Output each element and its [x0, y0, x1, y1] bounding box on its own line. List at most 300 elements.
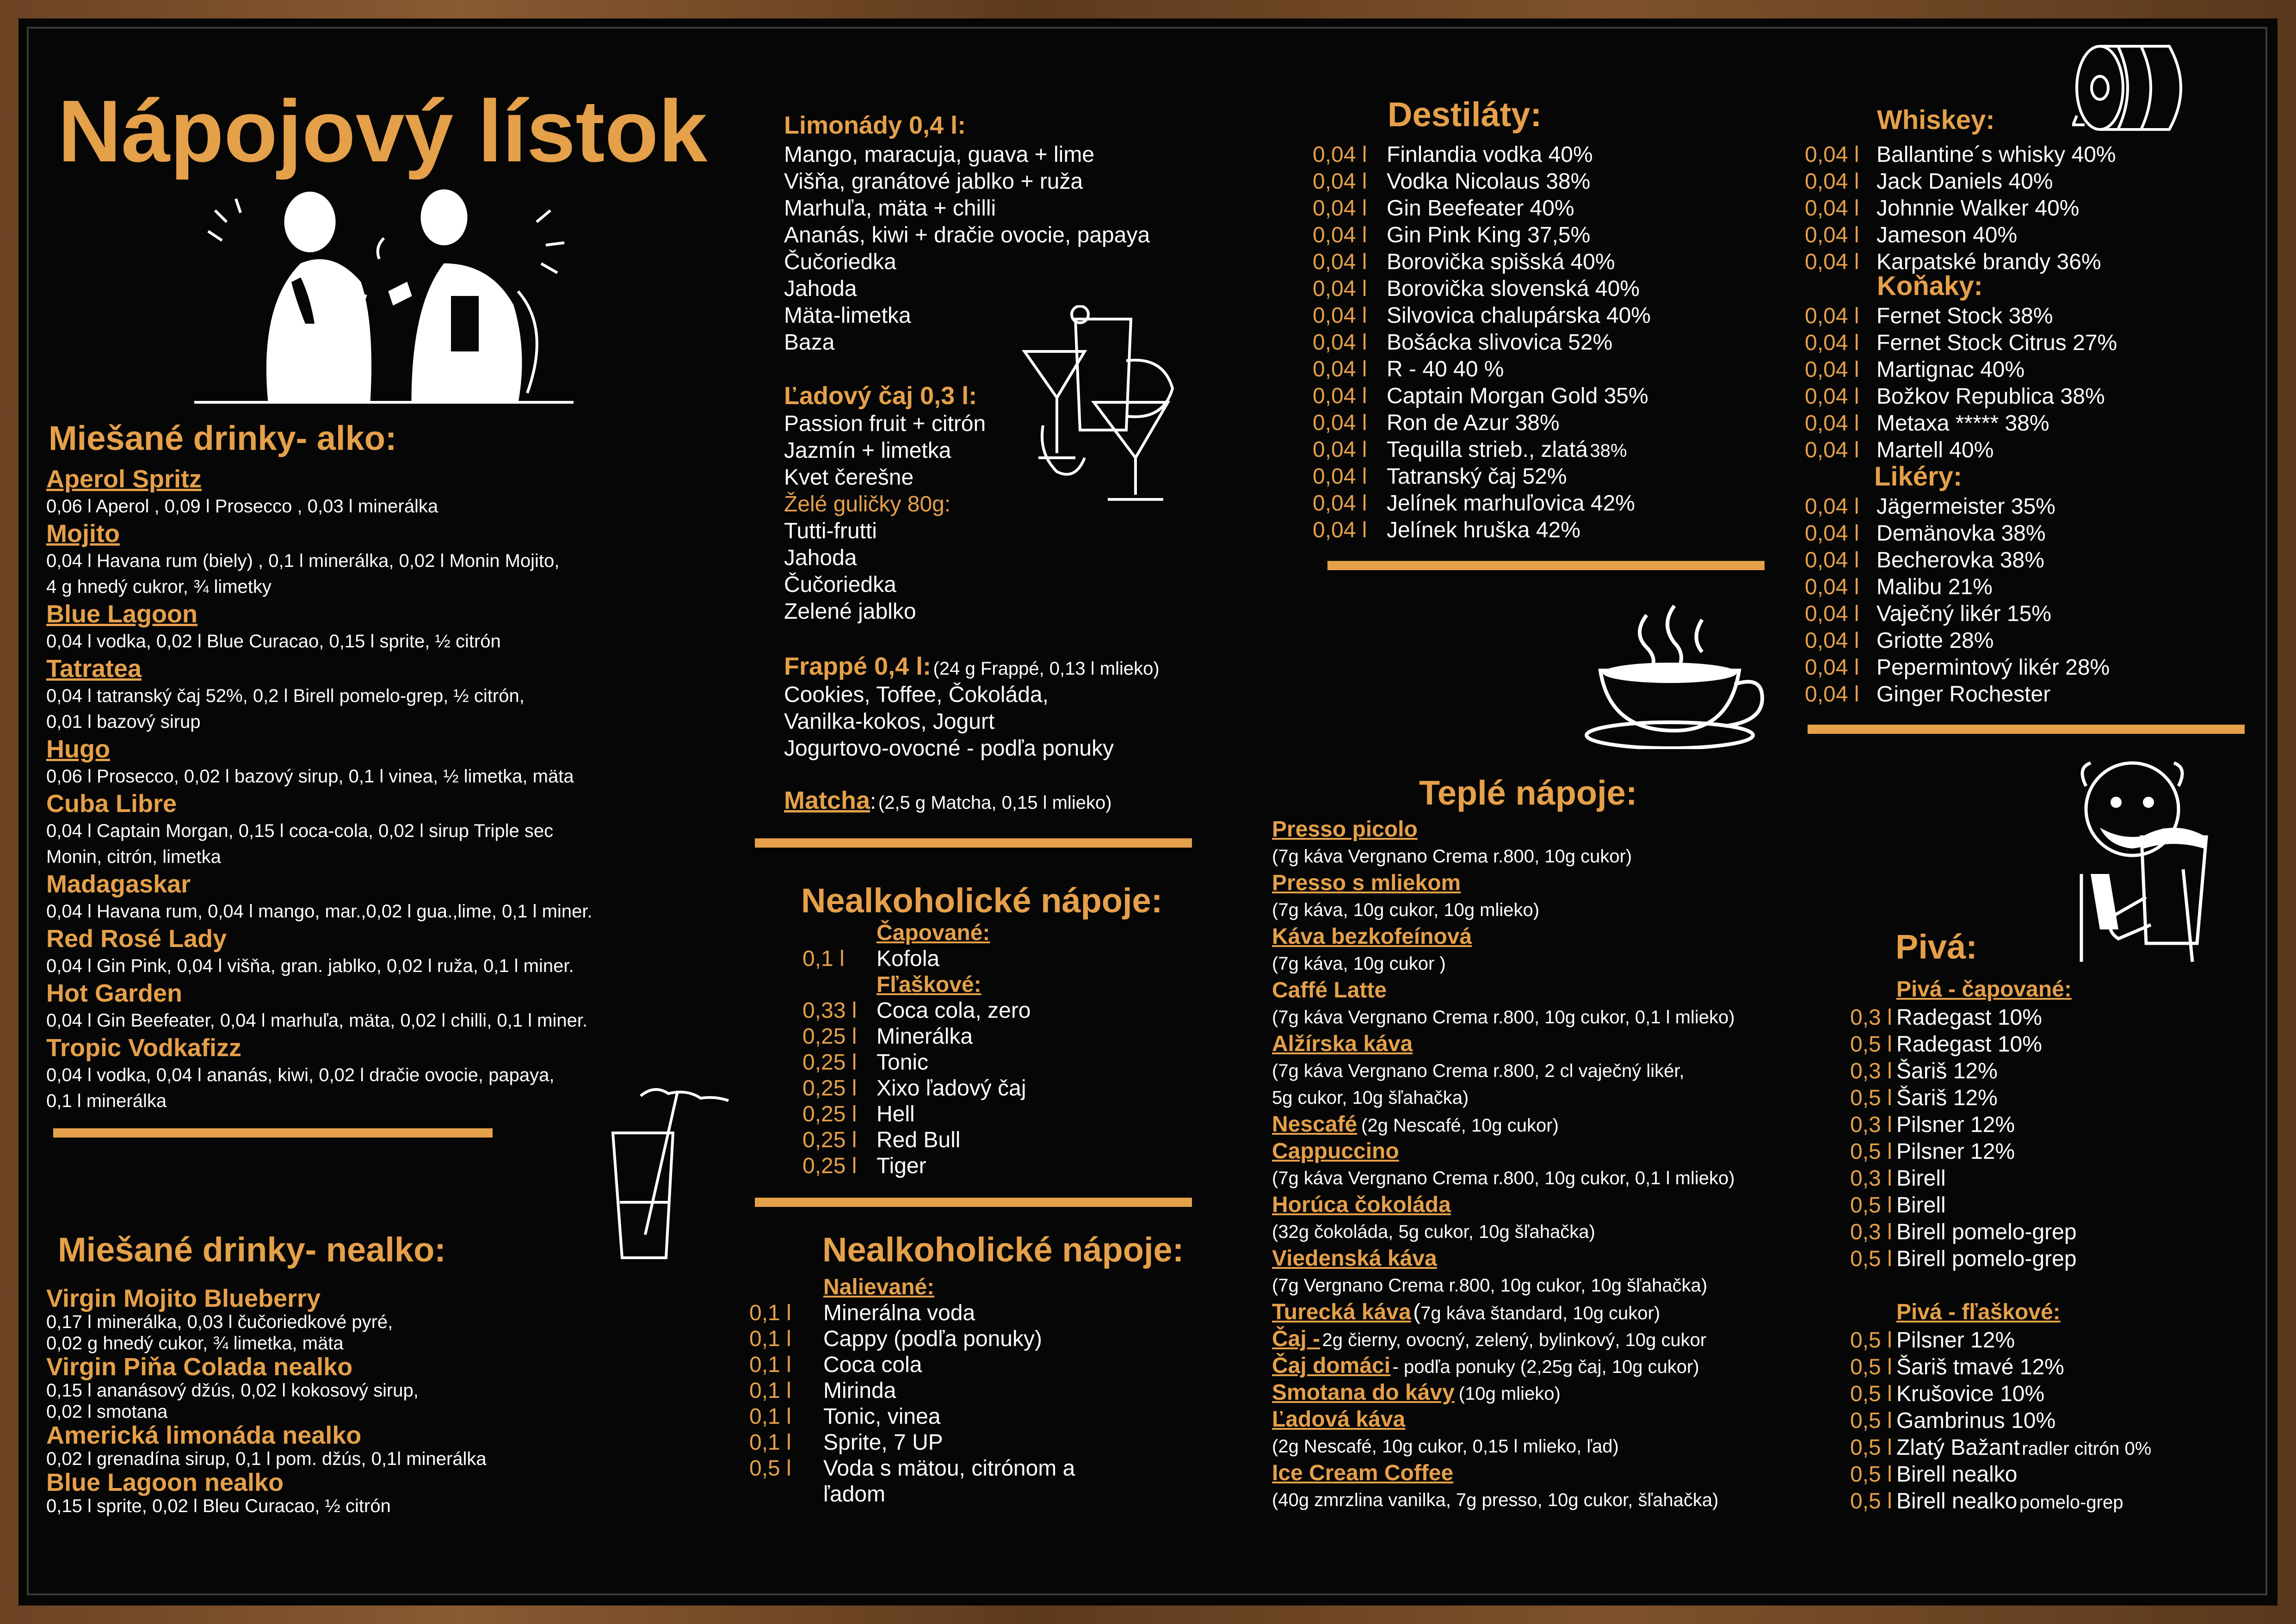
drink-name: Borovička spišská 40% [1387, 250, 1615, 274]
volume: 0,04 l [1313, 491, 1367, 516]
drink-desc: 0,04 l Captain Morgan, 0,15 l coca-cola, 0,02 l sirup Triple sec [46, 821, 554, 841]
whiskey-list [1805, 141, 2116, 276]
volume: 0,04 l [1313, 223, 1367, 247]
ice-tea-heading: Ľadový čaj 0,3 l: [784, 382, 977, 410]
mixed-alco-item [46, 519, 593, 600]
drink-name: Fernet Stock 38% [1876, 304, 2053, 328]
mixed-nonalco-item [46, 1470, 487, 1517]
drink-name: Kofola [876, 947, 940, 971]
list-item [749, 1326, 1075, 1352]
list-item: Marhuľa, mäta + chilli [784, 196, 996, 221]
matcha-colon: : [870, 789, 876, 814]
drink-name: Turecká káva [1272, 1300, 1411, 1324]
liqueur-list [1805, 493, 2110, 708]
drink-name: Zlatý Bažant [1896, 1435, 2020, 1460]
drink-name: Viedenská káva [1272, 1246, 1437, 1271]
volume: 0,04 l [1805, 628, 1859, 653]
list-item [1850, 1354, 2151, 1381]
list-item [1805, 383, 2117, 410]
volume: 0,3 l [1850, 1059, 1892, 1083]
whiskey-heading: Whiskey: [1877, 105, 1995, 135]
volume: 0,04 l [1805, 169, 1859, 194]
volume: 0,5 l [1850, 1435, 1892, 1460]
drink-desc: (7g káva Vergnano Crema r.800, 10g cukor, 0,1 l mlieko) [1272, 1007, 1735, 1027]
frappe-heading: Frappé 0,4 l: [784, 652, 932, 680]
list-item [1313, 222, 1651, 249]
drink-name: Johnnie Walker 40% [1876, 196, 2080, 221]
drink-desc: 0,04 l Havana rum, 0,04 l mango, mar.,0,02 l gua.,lime, 0,1 l miner. [46, 901, 593, 922]
drink-name: Vaječný likér 15% [1876, 602, 2051, 626]
drink-desc: 7g káva štandard, 10g cukor) [1420, 1303, 1660, 1323]
mixed-nonalco-heading: Miešané drinky- nealko: [58, 1230, 446, 1269]
soft-draft-heading: Nealkoholické nápoje: [801, 881, 1163, 920]
list-item [1805, 168, 2116, 195]
drink-small: 38% [1590, 441, 1627, 461]
drink-name: ľadom [823, 1482, 886, 1507]
beer-bottle-list [1850, 1327, 2151, 1515]
drink-name: Aperol Spritz [46, 465, 202, 493]
drink-desc: 0,15 l sprite, 0,02 l Bleu Curacao, ½ citrón [46, 1496, 391, 1516]
list-item [749, 1352, 1075, 1378]
list-item [1850, 1434, 2151, 1461]
volume: 0,25 l [802, 1102, 857, 1126]
volume: 0,25 l [802, 1128, 857, 1152]
hot-item [1272, 870, 1735, 923]
soft-draft-list [802, 920, 1031, 1179]
volume: 0,5 l [749, 1456, 791, 1481]
mixed-alco-item [46, 600, 593, 654]
list-item [1850, 1031, 2077, 1058]
drink-desc: 0,02 g hnedý cukor, ¾ limetka, mäta [46, 1333, 344, 1353]
volume: 0,04 l [1805, 304, 1859, 328]
list-item: Vanilka-kokos, Jogurt [784, 709, 995, 734]
mixed-alco-item [46, 654, 593, 735]
mixed-alco-heading: Miešané drinky- alko: [49, 419, 397, 457]
drink-name: Tequilla strieb., zlatá [1387, 437, 1588, 462]
drink-name: Mojito [46, 520, 120, 547]
volume: 0,04 l [1805, 384, 1859, 409]
frappe-heading-row [784, 652, 1160, 681]
list-item [1850, 1138, 2077, 1165]
volume: 0,1 l [749, 1378, 791, 1403]
volume: 0,33 l [802, 998, 857, 1023]
volume: 0,04 l [1805, 438, 1859, 462]
volume: 0,1 l [749, 1404, 791, 1429]
hot-heading: Teplé nápoje: [1419, 774, 1637, 812]
list-item [1313, 383, 1651, 410]
drink-desc: (7g Vergnano Crema r.800, 10g cukor, 10g šľahačka) [1272, 1275, 1708, 1296]
list-item: Zelené jablko [784, 599, 916, 624]
soft-poured-heading: Nealkoholické nápoje: [822, 1230, 1184, 1269]
spirits-heading: Destiláty: [1388, 95, 1542, 134]
list-item [1313, 463, 1651, 490]
drink-desc: 2g čierny, ovocný, zelený, bylinkový, 10g cukor [1322, 1330, 1707, 1350]
drink-name: Martell 40% [1876, 438, 1994, 462]
drink-name: Káva bezkofeínová [1272, 924, 1472, 949]
list-item: Kvet čerešne [784, 465, 914, 490]
poured-label-row [749, 1274, 1075, 1300]
list-item [802, 998, 1031, 1024]
drink-name: Malibu 21% [1876, 575, 1993, 599]
drink-desc: (7g káva Vergnano Crema r.800, 2 cl vaječný likér, [1272, 1061, 1685, 1081]
drink-small: radler citrón 0% [2022, 1439, 2152, 1459]
drink-desc: (32g čokoláda, 5g cukor, 10g šľahačka) [1272, 1222, 1595, 1242]
divider [53, 1128, 493, 1138]
matcha-row [784, 786, 1112, 815]
list-item [1850, 1112, 2077, 1138]
barrel-illustration [2072, 42, 2197, 134]
volume: 0,5 l [1850, 1247, 1892, 1271]
mixed-alco-item [46, 465, 593, 519]
drink-name: Pilsner 12% [1896, 1139, 2015, 1164]
drink-name: Red Rosé Lady [46, 925, 227, 953]
mixed-alco-list [46, 465, 593, 1114]
list-item-continued [749, 1482, 1075, 1507]
drink-name: Radegast 10% [1896, 1005, 2042, 1030]
drink-name: Radegast 10% [1896, 1032, 2042, 1057]
hot-item [1272, 1353, 1735, 1379]
volume: 0,25 l [802, 1024, 857, 1049]
list-item: Jahoda [784, 546, 857, 570]
hot-list [1272, 816, 1735, 1513]
coffee-cup-illustration [1582, 597, 1767, 749]
beer-draft-label: Pivá - čapované: [1896, 977, 2072, 1002]
volume: 0,04 l [1805, 655, 1859, 680]
drink-name: Pilsner 12% [1896, 1328, 2015, 1353]
drink-name: R - 40 40 % [1387, 357, 1504, 381]
hot-item [1272, 1406, 1735, 1460]
list-item [1313, 490, 1651, 517]
volume: 0,3 l [1850, 1220, 1892, 1244]
hot-item [1272, 1192, 1735, 1245]
drink-desc: (7g káva, 10g cukor ) [1272, 953, 1446, 974]
drink-name: Griotte 28% [1876, 628, 1994, 653]
drink-name: Becherovka 38% [1876, 548, 2044, 572]
volume: 0,04 l [1313, 437, 1367, 462]
drink-name: Cuba Libre [46, 790, 177, 818]
drink-name: Gin Beefeater 40% [1387, 196, 1574, 221]
list-item [1805, 493, 2110, 520]
volume: 0,04 l [1313, 518, 1367, 542]
volume: 0,04 l [1313, 277, 1367, 301]
hot-item [1272, 816, 1735, 870]
drink-name: Martignac 40% [1876, 357, 2025, 382]
list-item [1805, 222, 2116, 249]
drink-name: Tiger [876, 1154, 926, 1178]
drink-small: pomelo-grep [2019, 1492, 2123, 1513]
jelly-heading: Želé guličky 80g: [784, 492, 951, 517]
volume: 0,04 l [1313, 196, 1367, 221]
drink-desc-paren: ( [1413, 1300, 1421, 1324]
hot-item [1272, 1245, 1735, 1299]
volume: 0,04 l [1805, 250, 1859, 274]
drink-name: Birell pomelo-grep [1896, 1220, 2077, 1244]
volume: 0,04 l [1313, 330, 1367, 355]
volume: 0,5 l [1850, 1462, 1892, 1487]
volume: 0,5 l [1850, 1032, 1892, 1057]
bottle-label: Fľaškové: [876, 972, 981, 997]
drink-name: Jack Daniels 40% [1876, 169, 2053, 194]
beer-heading: Pivá: [1895, 928, 1977, 966]
volume: 0,04 l [1805, 223, 1859, 247]
hot-item [1272, 977, 1735, 1031]
divider [1327, 561, 1765, 570]
hot-item [1272, 1460, 1735, 1513]
volume: 0,5 l [1850, 1409, 1892, 1433]
volume: 0,5 l [1850, 1086, 1892, 1110]
volume: 0,04 l [1805, 331, 1859, 355]
list-item [749, 1378, 1075, 1404]
list-item [802, 1127, 1031, 1153]
drink-name: Nescafé [1272, 1112, 1358, 1137]
volume: 0,5 l [1850, 1489, 1892, 1513]
list-item [1805, 654, 2110, 681]
list-item [1313, 517, 1651, 544]
drink-name: Madagaskar [46, 870, 191, 898]
drink-name: Xixo ľadový čaj [876, 1076, 1026, 1101]
list-item [802, 1050, 1031, 1076]
list-item [1850, 1192, 2077, 1219]
volume: 0,1 l [802, 947, 845, 971]
drink-name: Hugo [46, 735, 110, 763]
list-item [802, 1024, 1031, 1050]
drink-name: Minerálka [876, 1024, 973, 1049]
drink-name: Ron de Azur 38% [1387, 411, 1560, 435]
drink-desc: (7g káva, 10g cukor, 10g mlieko) [1272, 900, 1540, 920]
list-item [1805, 627, 2110, 654]
volume: 0,1 l [749, 1301, 791, 1325]
list-item: Čučoriedka [784, 250, 896, 274]
drink-name: Šariš 12% [1896, 1059, 1998, 1083]
drink-name: Čaj domáci [1272, 1353, 1391, 1378]
list-item [1805, 520, 2110, 547]
list-item [1313, 195, 1651, 222]
hot-item [1272, 923, 1735, 977]
list-item [1850, 1219, 2077, 1246]
drink-name: Coca cola [823, 1353, 922, 1377]
list-item [1850, 1327, 2151, 1354]
drink-name: Hell [876, 1102, 915, 1126]
drink-name: Presso s mliekom [1272, 871, 1461, 895]
volume: 0,5 l [1850, 1328, 1892, 1353]
list-item: Passion fruit + citrón [784, 412, 986, 436]
list-item [1313, 168, 1651, 195]
page-title: Nápojový lístok [58, 82, 708, 180]
volume: 0,04 l [1313, 169, 1367, 194]
volume: 0,1 l [749, 1327, 791, 1351]
lemonades-heading: Limonády 0,4 l: [784, 111, 966, 139]
cognac-list [1805, 303, 2117, 464]
drink-desc: 0,17 l minerálka, 0,03 l čučoriedkové pyré, [46, 1312, 393, 1332]
drink-desc: 0,04 l vodka, 0,02 l Blue Curacao, 0,15 l sprite, ½ citrón [46, 631, 501, 652]
drink-name: Americká limonáda nealko [46, 1421, 362, 1449]
list-item [749, 1430, 1075, 1456]
drink-name: Smotana do kávy [1272, 1380, 1455, 1405]
mixed-nonalco-item [46, 1354, 487, 1422]
drink-name: Captain Morgan Gold 35% [1387, 384, 1648, 408]
list-item [1313, 356, 1651, 383]
drink-name: Tropic Vodkafizz [46, 1034, 242, 1062]
matcha-name: Matcha [784, 787, 870, 814]
list-item [1805, 303, 2117, 330]
drink-name: Birell pomelo-grep [1896, 1247, 2077, 1271]
volume: 0,5 l [1850, 1355, 1892, 1379]
drink-name: Fernet Stock Citrus 27% [1876, 331, 2117, 355]
volume: 0,04 l [1805, 602, 1859, 626]
mixed-nonalco-item [46, 1286, 487, 1354]
hot-item [1272, 1379, 1735, 1406]
mixed-nonalco-item [46, 1422, 487, 1470]
list-item [1850, 1165, 2077, 1192]
drink-desc: 0,15 l ananásový džús, 0,02 l kokosový sirup, [46, 1380, 419, 1401]
drink-desc: (7g káva Vergnano Crema r.800, 10g cukor) [1272, 846, 1632, 867]
ice-tea-list [784, 411, 986, 625]
frappe-list [784, 682, 1114, 762]
volume: 0,04 l [1313, 384, 1367, 408]
volume: 0,3 l [1850, 1113, 1892, 1137]
mixed-nonalco-list [46, 1286, 487, 1517]
drink-desc: 5g cukor, 10g šľahačka) [1272, 1088, 1469, 1108]
drink-name: Cappy (podľa ponuky) [823, 1327, 1042, 1351]
drink-name: Tatranský čaj 52% [1387, 464, 1567, 489]
drink-desc: 0,04 l vodka, 0,04 l ananás, kiwi, 0,02 l dračie ovocie, papaya, [46, 1065, 555, 1085]
list-item: Jahoda [784, 277, 857, 301]
drink-name: Čaj - [1272, 1327, 1321, 1351]
volume: 0,25 l [802, 1154, 857, 1178]
drink-desc: 0,06 l Aperol , 0,09 l Prosecco , 0,03 l minerálka [46, 496, 438, 517]
drink-name: Ice Cream Coffee [1272, 1461, 1454, 1485]
drink-name: Birell [1896, 1193, 1946, 1218]
volume: 0,25 l [802, 1050, 857, 1075]
drink-name: Finlandia vodka 40% [1387, 142, 1593, 167]
drink-name: Krušovice 10% [1896, 1382, 2045, 1406]
hot-item [1272, 1111, 1735, 1138]
drink-name: Gin Pink King 37,5% [1387, 223, 1591, 247]
list-item [1805, 330, 2117, 357]
volume: 0,04 l [1805, 521, 1859, 546]
drink-name: Vodka Nicolaus 38% [1387, 169, 1591, 194]
drink-name: Božkov Republica 38% [1876, 384, 2105, 409]
drink-name: Demänovka 38% [1876, 521, 2046, 546]
drink-name: Metaxa ***** 38% [1876, 411, 2049, 436]
list-item [1850, 1085, 2077, 1112]
divider [755, 1198, 1192, 1207]
volume: 0,04 l [1805, 411, 1859, 436]
drink-desc: (2g Nescafé, 10g cukor, 0,15 l mlieko, ľad) [1272, 1436, 1619, 1457]
list-item [1313, 276, 1651, 302]
drink-name: Jelínek hruška 42% [1387, 518, 1580, 542]
drink-name: Ginger Rochester [1876, 682, 2051, 707]
volume: 0,04 l [1805, 575, 1859, 599]
drink-desc: Monin, citrón, limetka [46, 847, 221, 867]
list-item: Ananás, kiwi + dračie ovocie, papaya [784, 223, 1150, 247]
list-item [1805, 601, 2110, 627]
drink-name: Blue Lagoon [46, 600, 198, 628]
drink-name: Silvovica chalupárska 40% [1387, 303, 1651, 328]
list-item: Čučoriedka [784, 572, 896, 597]
list-item [1313, 302, 1651, 329]
man-with-beer-illustration [2072, 758, 2225, 966]
drink-name: Presso picolo [1272, 817, 1418, 842]
list-item [802, 1076, 1031, 1101]
drink-name: Hot Garden [46, 979, 183, 1007]
list-item: Baza [784, 330, 835, 355]
matcha-note: (2,5 g Matcha, 0,15 l mlieko) [878, 793, 1112, 813]
drink-desc: 0,06 l Prosecco, 0,02 l bazový sirup, 0,1 l vinea, ½ limetka, mäta [46, 766, 574, 787]
drink-name: Jägermeister 35% [1876, 494, 2055, 519]
spirits-list [1313, 141, 1651, 544]
volume: 0,04 l [1805, 682, 1859, 707]
list-item [749, 1300, 1075, 1326]
volume: 0,04 l [1805, 494, 1859, 519]
drink-name: Coca cola, zero [876, 998, 1031, 1023]
list-item [1805, 547, 2110, 574]
drink-desc: 0,04 l Havana rum (biely) , 0,1 l minerálka, 0,02 l Monin Mojito, [46, 551, 560, 571]
drink-desc: 0,02 l grenadína sirup, 0,1 l pom. džús, 0,1l minerálka [46, 1449, 487, 1469]
drink-name: Virgin Mojito Blueberry [46, 1285, 321, 1312]
divider [755, 838, 1192, 848]
poured-label: Nalievané: [823, 1275, 935, 1299]
drink-name: Tonic [876, 1050, 929, 1075]
beer-bottle-label: Pivá - fľaškové: [1896, 1300, 2061, 1324]
bottle-label-row [802, 972, 1031, 998]
list-item [802, 1101, 1031, 1127]
frappe-note: (24 g Frappé, 0,13 l mlieko) [933, 658, 1160, 679]
divider [1808, 725, 2245, 734]
mixed-alco-item [46, 789, 593, 870]
hot-item [1272, 1299, 1735, 1326]
mixed-alco-item [46, 870, 593, 924]
list-item [749, 1456, 1075, 1482]
mixed-alco-item [46, 979, 593, 1033]
drink-name: Šariš 12% [1896, 1086, 1998, 1110]
drink-desc: (40g zmrzlina vanilka, 7g presso, 10g cukor, šľahačka) [1272, 1490, 1719, 1510]
drink-name: Ballantine´s whisky 40% [1876, 142, 2116, 167]
drink-name: Birell [1896, 1166, 1946, 1191]
list-item [1805, 141, 2116, 168]
list-item [1313, 249, 1651, 276]
beer-draft-list [1850, 1004, 2077, 1273]
volume: 0,04 l [1805, 196, 1859, 221]
drink-name: Karpatské brandy 36% [1876, 250, 2101, 274]
drink-desc: - podľa ponuky (2,25g čaj, 10g cukor) [1392, 1357, 1699, 1377]
drink-name: Alžírska káva [1272, 1032, 1413, 1056]
drink-name: Cappuccino [1272, 1139, 1399, 1163]
drink-desc: 0,04 l Gin Beefeater, 0,04 l marhuľa, mäta, 0,02 l chilli, 0,1 l miner. [46, 1010, 588, 1031]
drink-desc: (2g Nescafé, 10g cukor) [1361, 1115, 1559, 1136]
drink-name: Birell nealko [1896, 1489, 2018, 1513]
drink-name: Minerálna voda [823, 1301, 975, 1325]
drink-desc: 0,04 l tatranský čaj 52%, 0,2 l Birell pomelo-grep, ½ citrón, [46, 686, 525, 706]
hot-item [1272, 1031, 1735, 1111]
mixed-alco-item [46, 735, 593, 789]
drink-name: Pepermintový likér 28% [1876, 655, 2110, 680]
hot-item [1272, 1138, 1735, 1192]
list-item [1805, 357, 2117, 383]
drink-desc: 0,02 l smotana [46, 1402, 168, 1422]
list-item [1313, 141, 1651, 168]
mixed-alco-item [46, 924, 593, 979]
list-item [1313, 329, 1651, 356]
drink-desc: 0,1 l minerálka [46, 1091, 167, 1111]
volume: 0,1 l [749, 1430, 791, 1455]
drink-name: Tatratea [46, 655, 142, 683]
list-item: Mango, maracuja, guava + lime [784, 142, 1095, 167]
list-item [1850, 1461, 2151, 1488]
list-item: Višňa, granátové jablko + ruža [784, 169, 1083, 194]
volume: 0,25 l [802, 1076, 857, 1101]
volume: 0,04 l [1313, 142, 1367, 167]
